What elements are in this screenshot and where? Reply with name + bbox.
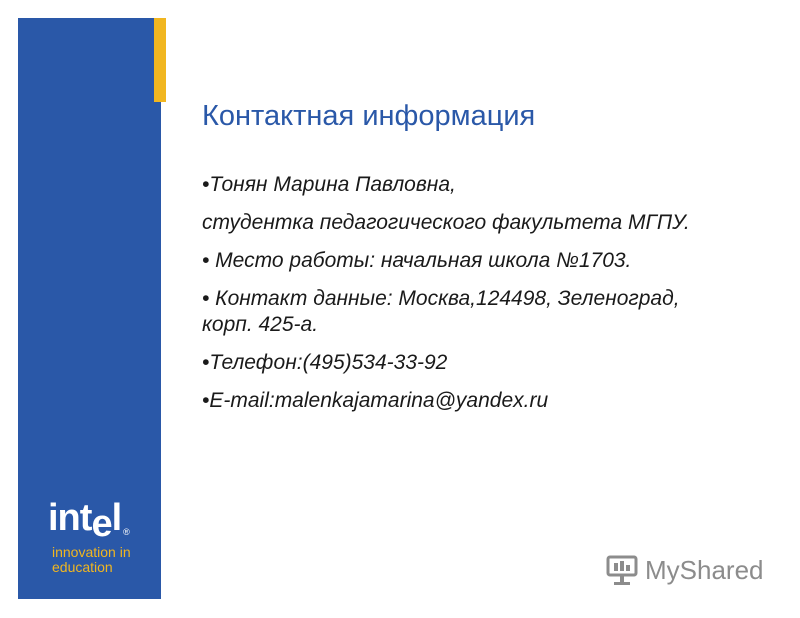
contact-address: • Контакт данные: Москва,124498, Зеленоград, корп. 425-а. [202,287,680,336]
myshared-watermark [605,552,764,588]
slide-title: Контактная информация [202,100,536,132]
contact-workplace: • Место работы: начальная школа №1703. [202,249,632,272]
slide-content [202,172,702,426]
presentation-board-icon [605,553,639,587]
tagline-line-1: innovation in [52,544,131,560]
accent-bar [154,18,166,102]
intel-logo: intel ® [48,497,129,545]
intel-tagline [52,545,131,575]
contact-role: студентка педагогического факультета МГПУ. [202,211,690,234]
tagline-line-2: education [52,559,113,575]
contact-email: •E-mail:malenkajamarina@yandex.ru [202,389,549,412]
contact-phone: •Телефон:(495)534-33-92 [202,351,448,374]
contact-name: •Тонян Марина Павловна, [202,173,456,196]
watermark-text: MyShared [645,554,764,585]
